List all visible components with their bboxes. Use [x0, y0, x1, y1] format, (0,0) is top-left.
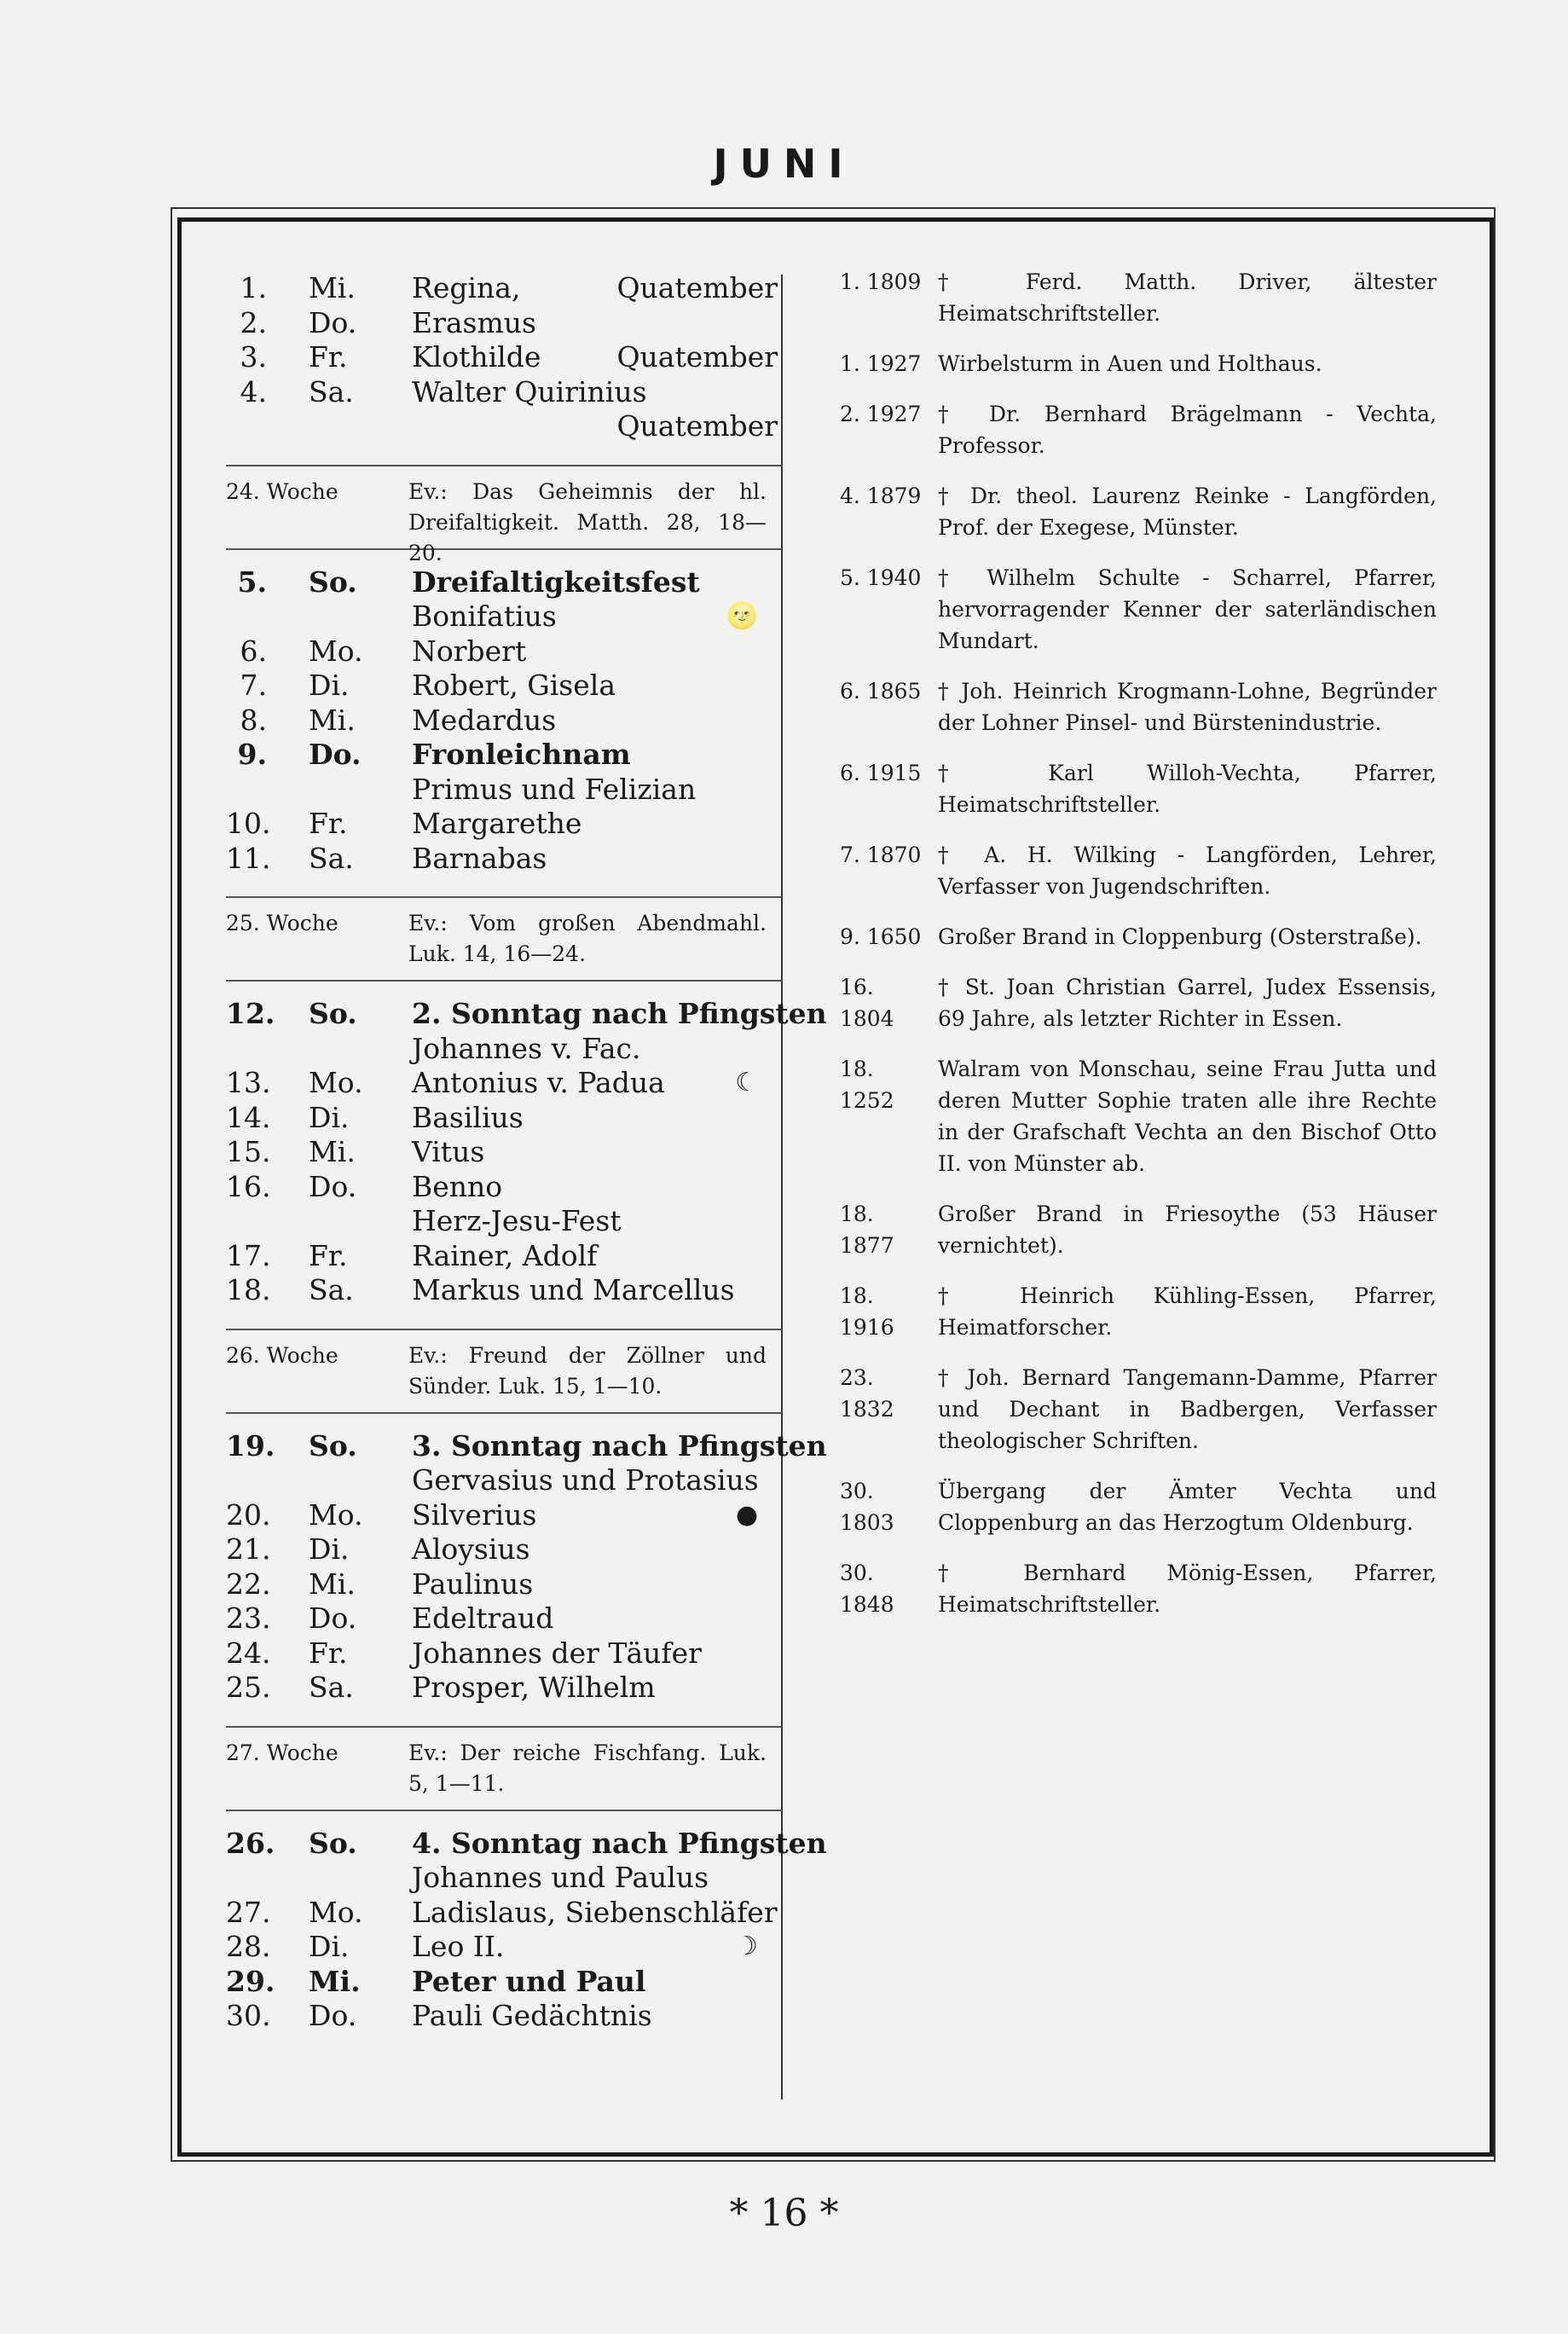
saint-name: Primus und Felizian	[412, 772, 697, 806]
event-date: 2. 1927	[840, 402, 922, 426]
day-row	[226, 669, 782, 704]
page-title: JUNI	[713, 141, 855, 187]
event-date: 6. 1865	[840, 679, 922, 704]
saint-name: Basilius	[412, 1100, 524, 1134]
day-number: 9.	[237, 738, 267, 771]
weekday: Mo.	[309, 1497, 363, 1532]
week-number: 27. Woche	[226, 1740, 338, 1765]
saint-name: Aloysius	[412, 1532, 530, 1566]
week-number: 24. Woche	[226, 478, 338, 504]
event-date: 18. 1916	[840, 1283, 894, 1340]
saint-name: Johannes und Paulus	[412, 1861, 709, 1894]
section-divider	[226, 1810, 782, 1811]
saint-name: Rainer, Adolf	[412, 1238, 598, 1272]
day-row	[226, 704, 782, 738]
day-number: 30.	[226, 1999, 271, 2032]
day-row	[226, 1567, 782, 1602]
weekday: Mo.	[309, 634, 363, 668]
day-row	[226, 1204, 782, 1239]
weekday: Do.	[309, 1169, 357, 1203]
day-number: 22.	[226, 1567, 271, 1601]
day-number: 27.	[226, 1895, 271, 1929]
event-date: 7. 1870	[840, 843, 922, 867]
day-row	[226, 1101, 782, 1136]
saint-name: Erasmus	[412, 305, 536, 339]
saint-name: Barnabas	[412, 841, 547, 875]
history-event	[840, 480, 1437, 543]
day-number: 8.	[240, 703, 267, 737]
gospel-reading: Ev.: Freund der Zöllner und Sünder. Luk. 15, 1—10.	[408, 1342, 767, 1399]
saint-name: Ladislaus, Siebenschläfer	[412, 1895, 778, 1929]
event-text: † Dr. theol. Laurenz Reinke - Langförden, Prof. der Exegese, Münster.	[938, 484, 1437, 540]
weekday: So.	[309, 1826, 357, 1860]
day-row	[226, 1601, 782, 1636]
history-event	[840, 1053, 1437, 1179]
saint-name: Walter Quirinius	[412, 374, 647, 408]
day-number: 3.	[240, 340, 267, 374]
day-row	[226, 1965, 782, 2000]
day-number: 6.	[240, 634, 267, 668]
event-text: † Karl Willoh-Vechta, Pfarrer, Heimatschriftsteller.	[938, 761, 1437, 817]
section-divider	[226, 1412, 782, 1414]
event-date: 6. 1915	[840, 761, 922, 785]
day-number: 11.	[226, 841, 271, 875]
event-date: 9. 1650	[840, 924, 922, 949]
saint-name: 3. Sonntag nach Pfingsten	[412, 1428, 827, 1462]
day-number: 13.	[226, 1066, 271, 1099]
saint-name: Klothilde	[412, 340, 541, 374]
weekday: So.	[309, 1428, 357, 1462]
event-text: Wirbelsturm in Auen und Holthaus.	[938, 351, 1322, 376]
event-date: 1. 1927	[840, 351, 922, 376]
day-number: 29.	[226, 1964, 275, 1998]
day-number: 19.	[226, 1428, 275, 1462]
event-date: 18. 1252	[840, 1057, 894, 1113]
moon-phase-icon: 🌝	[726, 601, 758, 631]
event-text: Großer Brand in Friesoythe (53 Häuser vernichtet).	[938, 1202, 1437, 1258]
event-date: 4. 1879	[840, 484, 922, 508]
day-row	[226, 1428, 827, 1464]
saint-name: Markus und Marcellus	[412, 1273, 735, 1306]
day-row	[226, 1463, 782, 1498]
day-row	[226, 565, 782, 600]
day-row	[226, 340, 782, 375]
day-row	[226, 1861, 782, 1896]
day-row	[226, 807, 782, 842]
day-number: 14.	[226, 1100, 271, 1134]
history-event	[840, 1557, 1437, 1620]
weekday: Fr.	[309, 340, 348, 374]
weekday: Sa.	[309, 1273, 354, 1306]
day-row	[226, 997, 827, 1032]
event-text: † St. Joan Christian Garrel, Judex Essensis, 69 Jahre, als letzter Richter in Essen.	[938, 975, 1437, 1031]
history-event	[840, 971, 1437, 1034]
history-event	[840, 757, 1437, 820]
event-text: † Joh. Bernard Tangemann-Damme, Pfarrer und Dechant in Badbergen, Verfasser theologischer Schriften.	[938, 1365, 1437, 1453]
event-text: Walram von Monschau, seine Frau Jutta und deren Mutter Sophie traten alle ihre Rechte in der Grafschaft Vechta an den Bischof Otto II. von Münster ab.	[938, 1057, 1437, 1176]
saint-name: Paulinus	[412, 1567, 534, 1601]
day-row	[226, 1826, 827, 1862]
day-row	[226, 306, 782, 341]
saint-name: Margarethe	[412, 807, 582, 840]
event-date: 5. 1940	[840, 565, 922, 590]
history-event	[840, 1280, 1437, 1343]
history-event	[840, 1475, 1437, 1538]
history-event	[840, 1198, 1437, 1261]
week-header	[226, 477, 782, 565]
event-date: 30. 1803	[840, 1479, 894, 1535]
weekday: Mi.	[309, 1135, 356, 1168]
day-row	[226, 1636, 782, 1671]
event-date: 30. 1848	[840, 1561, 894, 1617]
saint-name: 4. Sonntag nach Pfingsten	[412, 1826, 827, 1860]
gospel-reading: Ev.: Vom großen Abendmahl. Luk. 14, 16—24.	[408, 911, 767, 966]
event-date: 1. 1809	[840, 269, 922, 294]
history-event	[840, 921, 1437, 953]
week-number: 25. Woche	[226, 911, 338, 935]
weekday: Fr.	[309, 807, 348, 840]
saint-name: Silverius	[412, 1497, 537, 1532]
day-row	[226, 1999, 782, 2034]
gospel-reading: Ev.: Der reiche Fischfang. Luk. 5, 1—11.	[408, 1740, 767, 1796]
day-row	[226, 271, 782, 306]
weekday: Di.	[309, 1100, 350, 1134]
weekday: Di.	[309, 1532, 350, 1566]
history-event	[840, 1362, 1437, 1457]
saint-name: Johannes der Täufer	[412, 1636, 702, 1670]
day-number: 24.	[226, 1636, 271, 1670]
page-number: * 16 *	[729, 2192, 839, 2235]
day-row	[226, 1671, 782, 1706]
saint-name: Regina,	[412, 271, 521, 304]
weekday: Mo.	[309, 1895, 363, 1929]
day-note: Quatember	[616, 271, 778, 304]
day-row	[226, 738, 782, 773]
event-text: Großer Brand in Cloppenburg (Osterstraße).	[938, 924, 1422, 949]
day-row	[226, 1239, 782, 1274]
day-row	[226, 634, 782, 669]
day-number: 7.	[240, 669, 267, 702]
weekday: Do.	[309, 1999, 357, 2032]
weekday: Sa.	[309, 1671, 354, 1704]
weekday: Fr.	[309, 1636, 348, 1670]
day-row	[226, 1532, 782, 1567]
day-row	[226, 1170, 782, 1205]
day-row	[226, 1066, 782, 1101]
section-divider	[226, 896, 782, 898]
history-event	[840, 839, 1437, 902]
day-number: 4.	[240, 374, 267, 408]
event-text: † Bernhard Mönig-Essen, Pfarrer, Heimatschriftsteller.	[938, 1561, 1437, 1617]
day-note: Quatember	[616, 409, 778, 443]
day-row	[226, 1135, 782, 1170]
event-date: 16. 1804	[840, 975, 894, 1031]
section-divider	[226, 1329, 782, 1330]
day-number: 1.	[240, 271, 267, 304]
day-row	[226, 1930, 782, 1965]
day-row	[226, 1273, 782, 1308]
day-number: 17.	[226, 1238, 271, 1272]
week-number: 26. Woche	[226, 1342, 338, 1368]
weekday: So.	[309, 997, 357, 1030]
moon-phase-icon: ☽	[735, 1931, 758, 1961]
day-row	[226, 409, 782, 444]
saint-name: Fronleichnam	[412, 738, 631, 771]
saint-name: Peter und Paul	[412, 1964, 646, 1998]
saint-name: Medardus	[412, 703, 557, 737]
saint-name: 2. Sonntag nach Pfingsten	[412, 997, 827, 1030]
history-event	[840, 348, 1437, 379]
saint-name: Vitus	[412, 1135, 485, 1168]
event-text: † Heinrich Kühling-Essen, Pfarrer, Heimatforscher.	[938, 1283, 1437, 1340]
section-divider	[226, 980, 782, 982]
weekday: Fr.	[309, 1238, 348, 1272]
event-text: † A. H. Wilking - Langförden, Lehrer, Verfasser von Jugendschriften.	[938, 843, 1437, 899]
historical-events-column	[840, 266, 1437, 1639]
day-row	[226, 375, 782, 410]
day-note: Quatember	[616, 340, 778, 374]
week-header	[226, 1738, 782, 1803]
calendar-days-column	[226, 271, 827, 2034]
event-date: 18. 1877	[840, 1202, 894, 1258]
event-text: † Dr. Bernhard Brägelmann - Vechta, Professor.	[938, 402, 1437, 458]
saint-name: Norbert	[412, 634, 527, 668]
weekday: Mi.	[309, 1964, 361, 1998]
weekday: Sa.	[309, 374, 354, 408]
weekday: Mo.	[309, 1066, 363, 1099]
event-text: † Joh. Heinrich Krogmann-Lohne, Begründer der Lohner Pinsel- und Bürstenindustrie.	[938, 679, 1437, 735]
saint-name: Antonius v. Padua	[412, 1066, 665, 1099]
event-date: 23. 1832	[840, 1365, 894, 1422]
day-number: 10.	[226, 807, 271, 840]
day-number: 12.	[226, 997, 275, 1030]
gospel-reading: Ev.: Das Geheimnis der hl. Dreifaltigkeit. Matth. 28, 18—20.	[408, 478, 767, 565]
day-row	[226, 1896, 782, 1931]
saint-name: Benno	[412, 1169, 503, 1203]
history-event	[840, 675, 1437, 738]
day-row	[226, 1498, 782, 1533]
saint-name: Edeltraud	[412, 1601, 554, 1635]
day-number: 23.	[226, 1601, 271, 1635]
saint-name: Pauli Gedächtnis	[412, 1999, 652, 2032]
weekday: Mi.	[309, 271, 356, 304]
history-event	[840, 562, 1437, 657]
day-number: 20.	[226, 1497, 271, 1532]
moon-phase-icon: ●	[735, 1499, 758, 1530]
day-row	[226, 842, 782, 877]
saint-name: Prosper, Wilhelm	[412, 1671, 656, 1704]
weekday: Mi.	[309, 703, 356, 737]
weekday: Do.	[309, 738, 362, 771]
day-number: 26.	[226, 1826, 275, 1860]
day-number: 28.	[226, 1930, 271, 1963]
day-number: 5.	[237, 565, 267, 599]
weekday: Do.	[309, 305, 357, 339]
event-text: † Ferd. Matth. Driver, ältester Heimatschriftsteller.	[938, 269, 1437, 326]
day-number: 15.	[226, 1135, 271, 1168]
event-text: Übergang der Ämter Vechta und Cloppenburg an das Herzogtum Oldenburg.	[938, 1479, 1437, 1535]
history-event	[840, 398, 1437, 461]
weekday: Do.	[309, 1601, 357, 1635]
saint-name: Johannes v. Fac.	[412, 1031, 641, 1065]
weekday: Di.	[309, 669, 350, 702]
section-divider	[226, 465, 782, 466]
saint-name: Robert, Gisela	[412, 669, 616, 702]
saint-name: Leo II.	[412, 1930, 505, 1963]
saint-name: Herz-Jesu-Fest	[412, 1204, 622, 1237]
day-row	[226, 599, 782, 634]
weekday: Di.	[309, 1930, 350, 1963]
weekday: Sa.	[309, 841, 354, 875]
event-text: † Wilhelm Schulte - Scharrel, Pfarrer, hervorragender Kenner der saterländischen Mundart.	[938, 565, 1437, 653]
moon-phase-icon: ☾	[735, 1068, 758, 1098]
week-header	[226, 908, 782, 973]
day-row	[226, 773, 782, 808]
saint-name: Bonifatius	[412, 599, 557, 633]
saint-name: Dreifaltigkeitsfest	[412, 565, 700, 599]
day-number: 16.	[226, 1169, 271, 1203]
saint-name: Gervasius und Protasius	[412, 1463, 759, 1497]
history-event	[840, 266, 1437, 329]
week-header	[226, 1341, 782, 1405]
weekday: Mi.	[309, 1567, 356, 1601]
day-row	[226, 1032, 782, 1067]
day-number: 25.	[226, 1671, 271, 1704]
weekday: So.	[309, 565, 357, 599]
day-number: 21.	[226, 1532, 271, 1566]
section-divider	[226, 1726, 782, 1728]
day-number: 2.	[240, 305, 267, 339]
day-number: 18.	[226, 1273, 271, 1306]
